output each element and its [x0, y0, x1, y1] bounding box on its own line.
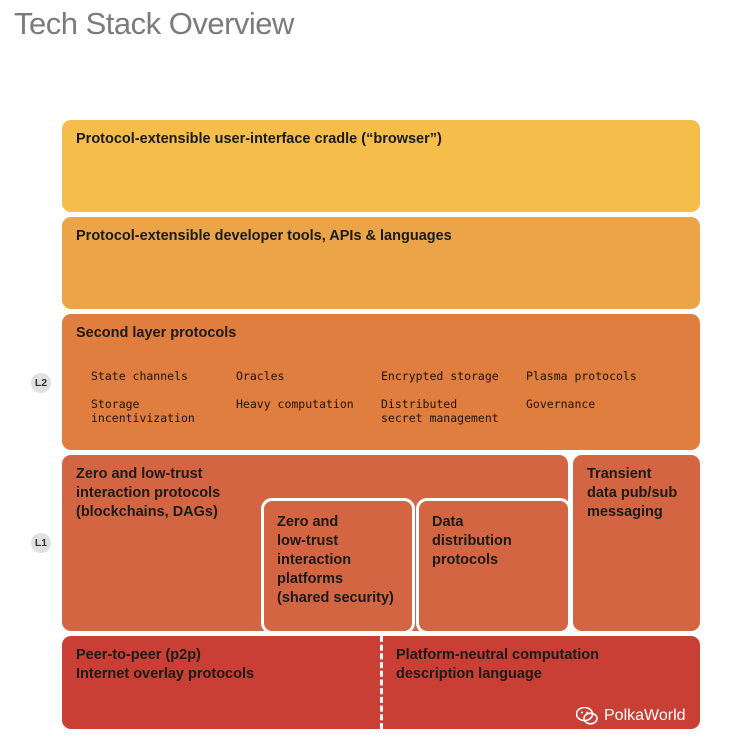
l2-item-storage-incentivization: Storage incentivization [91, 397, 195, 425]
l1-badge: L1 [31, 533, 51, 553]
l2-item-plasma-protocols: Plasma protocols [526, 369, 637, 383]
dev-tools-layer-box [62, 217, 700, 309]
watermark-text: PolkaWorld [604, 707, 686, 724]
transient-messaging-label: Transient data pub/sub messaging [587, 466, 678, 520]
data-distribution-box [416, 498, 571, 634]
second-layer-box [62, 314, 700, 450]
l2-item-heavy-computation: Heavy computation [236, 397, 354, 411]
dev-tools-layer-label: Protocol-extensible developer tools, APIs & languages [76, 228, 452, 244]
base-layer-divider [380, 636, 383, 729]
l2-item-state-channels: State channels [91, 369, 188, 383]
wechat-icon [576, 707, 598, 725]
page-title: Tech Stack Overview [14, 6, 294, 41]
zero-trust-protocols-label: Zero and low-trust interaction protocols (blockchains, DAGs) [76, 466, 221, 520]
transient-messaging-box [573, 455, 700, 631]
browser-layer-label: Protocol-extensible user-interface cradle (“browser”) [76, 131, 442, 147]
data-distribution-label: Data distribution protocols [432, 514, 512, 568]
l2-item-secret-management: Distributed secret management [381, 397, 499, 425]
interaction-platforms-label: Zero and low-trust interaction platforms (shared security) [277, 514, 394, 606]
p2p-label: Peer-to-peer (p2p) Internet overlay protocols [76, 647, 255, 682]
l2-item-governance: Governance [526, 397, 596, 411]
second-layer-items [91, 369, 671, 425]
computation-language-label: Platform-neutral computation description language [396, 647, 600, 682]
l2-item-oracles: Oracles [236, 369, 285, 383]
l2-badge: L2 [31, 373, 51, 393]
interaction-platforms-box [261, 498, 415, 634]
second-layer-title: Second layer protocols [76, 325, 237, 341]
l2-item-encrypted-storage: Encrypted storage [381, 369, 499, 383]
browser-layer-box [62, 120, 700, 212]
watermark [576, 707, 686, 725]
